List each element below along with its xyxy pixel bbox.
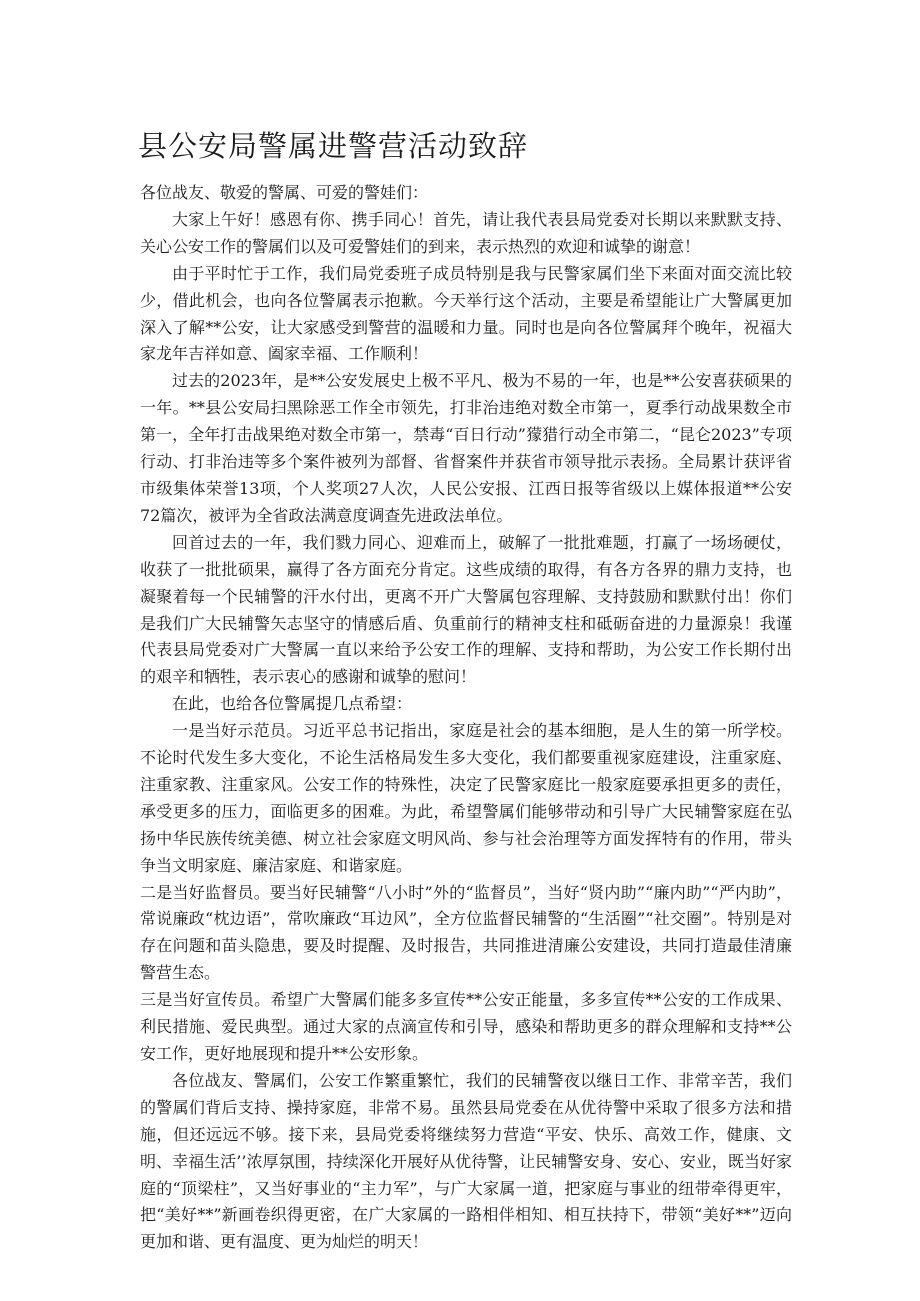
hope-three-paragraph: 三是当好宣传员。希望广大警属们能多多宣传**公安正能量，多多宣传**公安的工作成果、利民措施、爱民典型。通过大家的点滴宣传和引导，感染和帮助更多的群众理解和支持**公安工作，更好地展现和提升**公安形象。 bbox=[140, 990, 792, 1063]
document-title: 县公安局警属进警营活动致辞 bbox=[138, 129, 529, 163]
review-paragraph: 回首过去的一年，我们戮力同心、迎难而上，破解了一批批难题，打赢了一场场硬仗，收获了一批批硕果，赢得了各方面充分肯定。这些成绩的取得，有各方各界的鼎力支持，也凝聚着每一个民辅警的汗水付出，更离不开广大警属包容理解、支持鼓励和默默付出！你们是我们广大民辅警矢志坚守的情感后盾、负重前行的精神支柱和砥砺奋进的力量源泉！我谨代表县局党委对广大警属一直以来给予公安工作的理解、支持和帮助，为公安工作长期付出的艰辛和牺牲，表示衷心的感谢和诚挚的慰问！ bbox=[140, 532, 792, 687]
welcome-paragraph: 大家上午好！感恩有你、携手同心！首先，请让我代表县局党委对长期以来默默支持、关心公安工作的警属们以及可爱警娃们的到来，表示热烈的欢迎和诚挚的谢意！ bbox=[140, 209, 792, 256]
apology-paragraph: 由于平时忙于工作，我们局党委班子成员特别是我与民警家属们坐下来面对面交流比较少，借此机会，也向各位警属表示抱歉。今天举行这个活动，主要是希望能让广大警属更加深入了解**公安，让大家感受到警营的温暖和力量。同时也是向各位警属拜个晚年，祝福大家龙年吉祥如意、阖家幸福、工作顺利！ bbox=[140, 263, 792, 364]
hope-two-paragraph: 二是当好监督员。要当好民辅警“八小时”外的“监督员”，当好“贤内助”“廉内助”“严内助”，常说廉政“枕边语”，常吹廉政“耳边风”，全方位监督民辅警的“生活圈”“社交圈”。特别是对存在问题和苗头隐患，要及时提醒、及时报告，共同推进清廉公安建设，共同打造最佳清廉警营生态。 bbox=[140, 882, 792, 983]
document-body bbox=[140, 180, 792, 1256]
hope-one-paragraph: 一是当好示范员。习近平总书记指出，家庭是社会的基本细胞，是人生的第一所学校。不论时代发生多大变化，不论生活格局发生多大变化，我们都要重视家庭建设，注重家庭、注重家教、注重家风。公安工作的特殊性，决定了民警家庭比一般家庭要承担更多的责任，承受更多的压力，面临更多的困难。为此，希望警属们能够带动和引导广大民辅警家庭在弘扬中华民族传统美德、树立社会家庭文明风尚、参与社会治理等方面发挥特有的作用，带头争当文明家庭、廉洁家庭、和谐家庭。 bbox=[140, 721, 792, 875]
closing-paragraph: 各位战友、警属们，公安工作繁重繁忙，我们的民辅警夜以继日工作、非常辛苦，我们的警属们背后支持、操持家庭，非常不易。虽然县局党委在从优待警中采取了很多方法和措施，但还远远不够。接下来，县局党委将继续努力营造“平安、快乐、高效工作，健康、文明、幸福生活’’浓厚氛围，持续深化开展好从优待警，让民辅警安身、安心、安业，既当好家庭的“顶梁柱”，又当好事业的“主力军”，与广大家属一道，把家庭与事业的纽带牵得更牢，把“美好**”新画卷织得更密，在广大家属的一路相伴相知、相互扶持下，带领“美好**”迈向更加和谐、更有温度、更为灿烂的明天！ bbox=[140, 1070, 792, 1252]
greeting-paragraph: 各位战友、敬爱的警属、可爱的警娃们： bbox=[140, 183, 429, 202]
hopes-intro-paragraph: 在此，也给各位警属提几点希望： bbox=[172, 694, 413, 714]
achievements-paragraph: 过去的2023年，是**公安发展史上极不平凡、极为不易的一年，也是**公安喜获硕果的一年。**县公安局扫黑除恶工作全市领先，打非治违绝对数全市第一，夏季行动战果数全市第一，全年打击战果绝对数全市第一，禁毒“百日行动”獴猎行动全市第二，“昆仑2023”专项行动、打非治违等多个案件被列为部督、省督案件并获省市领导批示表扬。全局累计获评省市级集体荣誉13项，个人奖项27人次，人民公安报、江西日报等省级以上媒体报道**公安72篇次，被评为全省政法满意度调查先进政法单位。 bbox=[140, 371, 792, 525]
